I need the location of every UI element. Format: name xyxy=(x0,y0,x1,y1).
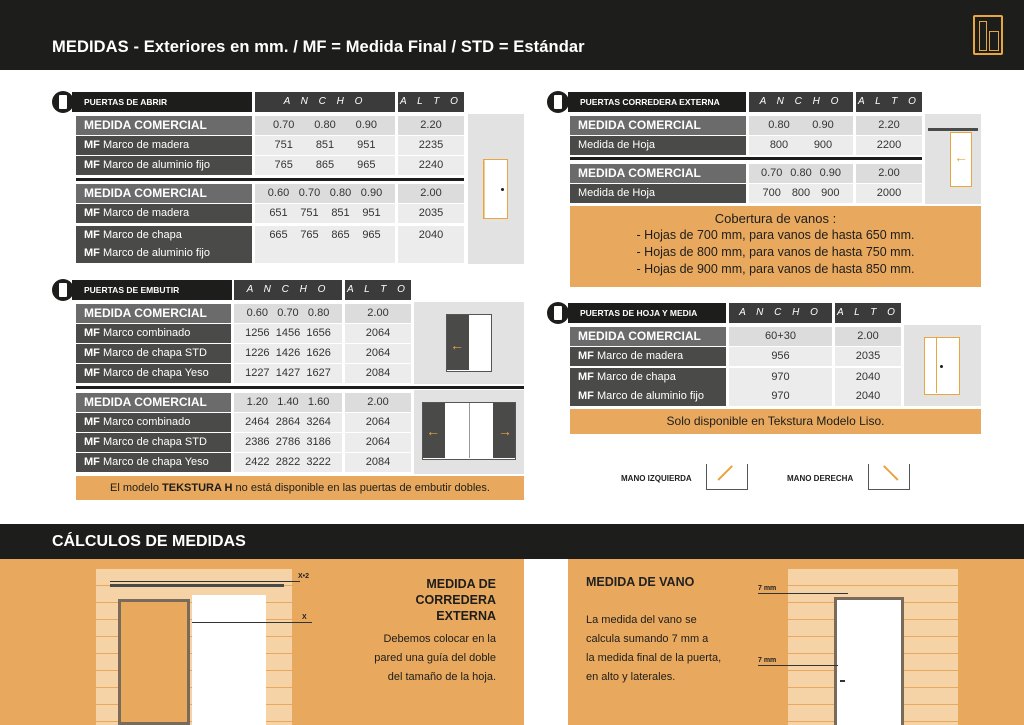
mano-izquierda-label: MANO IZQUIERDA xyxy=(621,474,692,483)
value-cell: 1226 xyxy=(245,347,270,359)
alto-header: A L T O xyxy=(398,92,464,112)
alto-header: A L T O xyxy=(856,92,922,112)
ancho-values xyxy=(255,184,395,203)
divider xyxy=(570,157,922,160)
alto-value: 2064 xyxy=(345,433,411,452)
row-label: MF Marco combinado xyxy=(76,324,231,343)
row-label: MF Marco de chapa xyxy=(570,368,726,387)
ancho-values xyxy=(234,413,342,432)
ancho-values xyxy=(234,433,342,452)
row-label: MF Marco combinado xyxy=(76,413,231,432)
ancho-values xyxy=(729,347,832,366)
table-row xyxy=(570,368,901,387)
table-row xyxy=(76,304,411,323)
alto-value xyxy=(398,244,464,263)
table-row xyxy=(76,226,464,245)
table-row xyxy=(570,347,901,366)
vano-calc-text: La medida del vano se calcula sumando 7 mm a la medida final de la puerta, en alto y laterales. xyxy=(586,614,722,683)
value-cell: 970 xyxy=(771,390,790,402)
section-label-corredera: PUERTAS CORREDERA EXTERNA xyxy=(568,92,746,112)
alto-value: 2.00 xyxy=(398,184,464,203)
top-header xyxy=(0,0,1024,70)
value-cell: 651 xyxy=(269,207,288,219)
mf-prefix: MF xyxy=(84,159,103,171)
mf-prefix: MF xyxy=(84,367,103,379)
row-label: MF Marco de chapa xyxy=(76,226,252,245)
right-hand-door-icon xyxy=(868,464,910,490)
value-cell: 1456 xyxy=(275,327,301,339)
value-cell: 800 xyxy=(769,139,789,151)
value-cell: 0.90 xyxy=(819,167,842,179)
divider xyxy=(76,178,464,181)
table-row xyxy=(570,164,922,183)
door-badge-icon xyxy=(547,91,569,113)
row-label: MF Marco de madera xyxy=(76,136,252,155)
value-cell: 0.90 xyxy=(360,187,383,199)
value-cell: 851 xyxy=(315,139,335,151)
cobertura-line: - Hojas de 700 mm, para vanos de hasta 650 mm. xyxy=(636,228,915,242)
cobertura-line: - Hojas de 900 mm, para vanos de hasta 850 mm. xyxy=(636,262,915,276)
value-cell: 2422 xyxy=(245,456,270,468)
door-badge-icon xyxy=(52,91,74,113)
x-label: X xyxy=(302,614,307,621)
ancho-values xyxy=(749,184,853,203)
ancho-values xyxy=(234,324,342,343)
value-cell: 1627 xyxy=(306,367,331,379)
row-label: MEDIDA COMERCIAL xyxy=(570,164,746,183)
vano-calc-title: MEDIDA DE VANO xyxy=(586,575,695,589)
value-cell: 2386 xyxy=(245,436,270,448)
table-row xyxy=(76,204,464,223)
alto-value: 2084 xyxy=(345,364,411,383)
alto-value: 2035 xyxy=(398,204,464,223)
mf-prefix: MF xyxy=(578,390,597,402)
alto-value: 2.20 xyxy=(856,116,922,135)
value-cell: 2864 xyxy=(275,416,301,428)
mf-prefix: MF xyxy=(84,416,103,428)
7mm-top-label: 7 mm xyxy=(758,585,777,592)
row-label: MF Marco de aluminio fijo xyxy=(76,156,252,175)
ancho-values xyxy=(234,344,342,363)
table-row xyxy=(76,324,411,343)
corredera-calc-title: MEDIDA DE CORREDERA EXTERNA xyxy=(415,577,496,623)
ancho-values xyxy=(255,136,395,155)
alto-value: 2.00 xyxy=(835,327,901,346)
value-cell: 2786 xyxy=(275,436,301,448)
value-cell: 0.90 xyxy=(812,119,834,131)
ancho-values xyxy=(729,387,832,406)
value-cell: 2464 xyxy=(245,416,270,428)
row-label: MF Marco de chapa STD xyxy=(76,433,231,452)
alto-value: 2040 xyxy=(835,368,901,387)
section-label-abrir: PUERTAS DE ABRIR xyxy=(72,92,252,112)
mf-prefix: MF xyxy=(84,229,103,241)
value-cell: 665 xyxy=(269,229,288,241)
table-row xyxy=(76,364,411,383)
embutir-single-diagram xyxy=(414,302,524,384)
value-cell: 3222 xyxy=(306,456,331,468)
ancho-values xyxy=(234,453,342,472)
value-cell: 951 xyxy=(362,207,381,219)
value-cell: 0.70 xyxy=(277,307,299,319)
value-cell: 60+30 xyxy=(765,330,796,342)
table-row xyxy=(76,393,411,412)
ancho-header: A N C H O xyxy=(729,303,832,323)
alto-value: 2040 xyxy=(835,387,901,406)
row-label: MF Marco de aluminio fijo xyxy=(570,387,726,406)
row-label: MF Marco de aluminio fijo xyxy=(76,244,252,263)
ancho-values xyxy=(234,393,342,412)
ancho-values xyxy=(234,304,342,323)
value-cell: 965 xyxy=(357,159,376,171)
row-label: MEDIDA COMERCIAL xyxy=(76,116,252,135)
row-label: MEDIDA COMERCIAL xyxy=(76,184,252,203)
value-cell: 800 xyxy=(791,187,811,199)
ancho-values xyxy=(255,204,395,223)
value-cell: 1256 xyxy=(245,327,270,339)
row-label: MEDIDA COMERCIAL xyxy=(76,393,231,412)
alto-value: 2000 xyxy=(856,184,922,203)
hoja-note: Solo disponible en Tekstura Modelo Liso. xyxy=(570,409,981,434)
value-cell: 0.80 xyxy=(768,119,790,131)
value-cell: 965 xyxy=(362,229,381,241)
divider xyxy=(76,386,524,389)
value-cell: 956 xyxy=(771,350,790,362)
ancho-values xyxy=(749,164,853,183)
corredera-calc-text: Debemos colocar en la pared una guía del doble del tamaño de la hoja. xyxy=(374,633,496,683)
row-label: MEDIDA COMERCIAL xyxy=(570,327,726,346)
value-cell: 751 xyxy=(274,139,293,151)
row-label: Medida de Hoja xyxy=(570,136,746,155)
mf-prefix: MF xyxy=(84,436,103,448)
value-cell: 851 xyxy=(331,207,350,219)
row-label: MF Marco de chapa Yeso xyxy=(76,364,231,383)
corredera-calc-panel xyxy=(0,559,524,725)
mf-prefix: MF xyxy=(84,139,103,151)
x2-label: X•2 xyxy=(298,573,310,580)
alto-header: A L T O xyxy=(835,303,901,323)
table-row xyxy=(76,116,464,135)
table-row xyxy=(76,433,411,452)
page-title: MEDIDAS - Exteriores en mm. / MF = Medida Final / STD = Estándar xyxy=(52,38,585,56)
alto-value: 2040 xyxy=(398,226,464,245)
ancho-values xyxy=(255,226,395,245)
mano-derecha-label: MANO DERECHA xyxy=(787,474,854,483)
value-cell: 0.80 xyxy=(790,167,812,179)
abrir-diagram-box xyxy=(468,114,524,264)
value-cell: 765 xyxy=(274,159,293,171)
value-cell: 0.60 xyxy=(246,307,269,319)
mf-prefix: MF xyxy=(84,247,103,259)
ancho-values xyxy=(749,116,853,135)
row-label: MF Marco de madera xyxy=(76,204,252,223)
hoja-diagram xyxy=(904,325,981,406)
alto-value: 2.20 xyxy=(398,116,464,135)
7mm-side-label: 7 mm xyxy=(758,657,777,664)
row-label: MF Marco de madera xyxy=(570,347,726,366)
table-row xyxy=(76,156,464,175)
value-cell: 900 xyxy=(821,187,840,199)
door-frame xyxy=(834,597,904,725)
ancho-values xyxy=(729,327,832,346)
cobertura-title: Cobertura de vanos : xyxy=(714,211,837,226)
value-cell: 0.60 xyxy=(267,187,290,199)
table-row xyxy=(570,184,922,203)
alto-value: 2035 xyxy=(835,347,901,366)
alto-header: A L T O xyxy=(345,280,411,300)
mf-prefix: MF xyxy=(84,347,103,359)
corredera-diagram xyxy=(925,114,981,204)
door-opening xyxy=(192,595,266,725)
alto-value: 2200 xyxy=(856,136,922,155)
row-label: MF Marco de chapa Yeso xyxy=(76,453,231,472)
door-badge-icon xyxy=(52,279,74,301)
value-cell: 0.80 xyxy=(307,307,330,319)
section-label-hoja: PUERTAS DE HOJA Y MEDIA xyxy=(568,303,726,323)
ancho-values xyxy=(729,368,832,387)
value-cell: 1.40 xyxy=(277,396,299,408)
left-hand-door-icon xyxy=(706,464,748,490)
alto-value: 2.00 xyxy=(856,164,922,183)
alto-value: 2.00 xyxy=(345,393,411,412)
value-cell: 0.70 xyxy=(298,187,321,199)
value-cell: 0.80 xyxy=(314,119,336,131)
door-leaf xyxy=(118,599,190,725)
row-label: MEDIDA COMERCIAL xyxy=(76,304,231,323)
alto-value: 2064 xyxy=(345,413,411,432)
table-row xyxy=(76,136,464,155)
calc-title: CÁLCULOS DE MEDIDAS xyxy=(52,533,246,550)
alto-value: 2.00 xyxy=(345,304,411,323)
table-row xyxy=(76,184,464,203)
value-cell: 3264 xyxy=(306,416,331,428)
value-cell: 951 xyxy=(357,139,376,151)
embutir-note: El modelo TEKSTURA H no está disponible en las puertas de embutir dobles. xyxy=(76,476,524,500)
cobertura-note xyxy=(570,206,981,287)
value-cell: 1.20 xyxy=(246,396,269,408)
mf-prefix: MF xyxy=(578,371,597,383)
row-label: MEDIDA COMERCIAL xyxy=(570,116,746,135)
value-cell: 1626 xyxy=(306,347,331,359)
table-row xyxy=(76,453,411,472)
ancho-header: A N C H O xyxy=(234,280,342,300)
calc-header xyxy=(0,524,1024,559)
brand-logo-icon xyxy=(973,15,1003,55)
section-label-embutir: PUERTAS DE EMBUTIR xyxy=(72,280,232,300)
arrow-left-icon: ← xyxy=(954,149,968,165)
door-badge-icon xyxy=(547,302,569,324)
ancho-header: A N C H O xyxy=(749,92,853,112)
table-row xyxy=(570,116,922,135)
value-cell: 2822 xyxy=(275,456,301,468)
mf-prefix: MF xyxy=(84,207,103,219)
table-row xyxy=(570,136,922,155)
value-cell: 865 xyxy=(331,229,350,241)
table-row xyxy=(570,327,901,346)
value-cell: 700 xyxy=(762,187,781,199)
vano-calc-panel xyxy=(568,559,1024,725)
table-row xyxy=(76,413,411,432)
door-icon xyxy=(483,159,508,219)
row-label: Medida de Hoja xyxy=(570,184,746,203)
ancho-values xyxy=(255,116,395,135)
value-cell: 0.80 xyxy=(329,187,352,199)
alto-value: 2235 xyxy=(398,136,464,155)
value-cell: 1.60 xyxy=(307,396,330,408)
alto-value: 2240 xyxy=(398,156,464,175)
alto-value: 2064 xyxy=(345,324,411,343)
value-cell: 0.90 xyxy=(355,119,378,131)
value-cell: 900 xyxy=(813,139,833,151)
ancho-header: A N C H O xyxy=(255,92,395,112)
value-cell: 765 xyxy=(300,229,319,241)
ancho-values xyxy=(234,364,342,383)
mf-prefix: MF xyxy=(84,456,103,468)
table-row xyxy=(76,344,411,363)
ancho-values xyxy=(255,156,395,175)
alto-value: 2084 xyxy=(345,453,411,472)
arrow-left-icon: ← xyxy=(426,423,440,439)
mf-prefix: MF xyxy=(84,327,103,339)
embutir-double-diagram xyxy=(414,390,524,474)
value-cell: 970 xyxy=(771,371,790,383)
value-cell: 1427 xyxy=(275,367,301,379)
value-cell: 1426 xyxy=(275,347,301,359)
table-row xyxy=(570,387,901,406)
ancho-values xyxy=(255,244,395,263)
cobertura-line: - Hojas de 800 mm, para vanos de hasta 750 mm. xyxy=(636,245,915,259)
guide-rail xyxy=(110,584,284,587)
arrow-left-icon: ← xyxy=(450,337,464,353)
ancho-values xyxy=(749,136,853,155)
alto-value: 2064 xyxy=(345,344,411,363)
value-cell: 0.70 xyxy=(760,167,783,179)
value-cell: 3186 xyxy=(306,436,331,448)
value-cell: 1227 xyxy=(245,367,270,379)
row-label: MF Marco de chapa STD xyxy=(76,344,231,363)
value-cell: 865 xyxy=(315,159,335,171)
mf-prefix: MF xyxy=(578,350,597,362)
value-cell: 751 xyxy=(300,207,319,219)
value-cell: 1656 xyxy=(306,327,331,339)
value-cell: 0.70 xyxy=(272,119,295,131)
arrow-right-icon: → xyxy=(498,423,512,439)
table-row xyxy=(76,244,464,263)
